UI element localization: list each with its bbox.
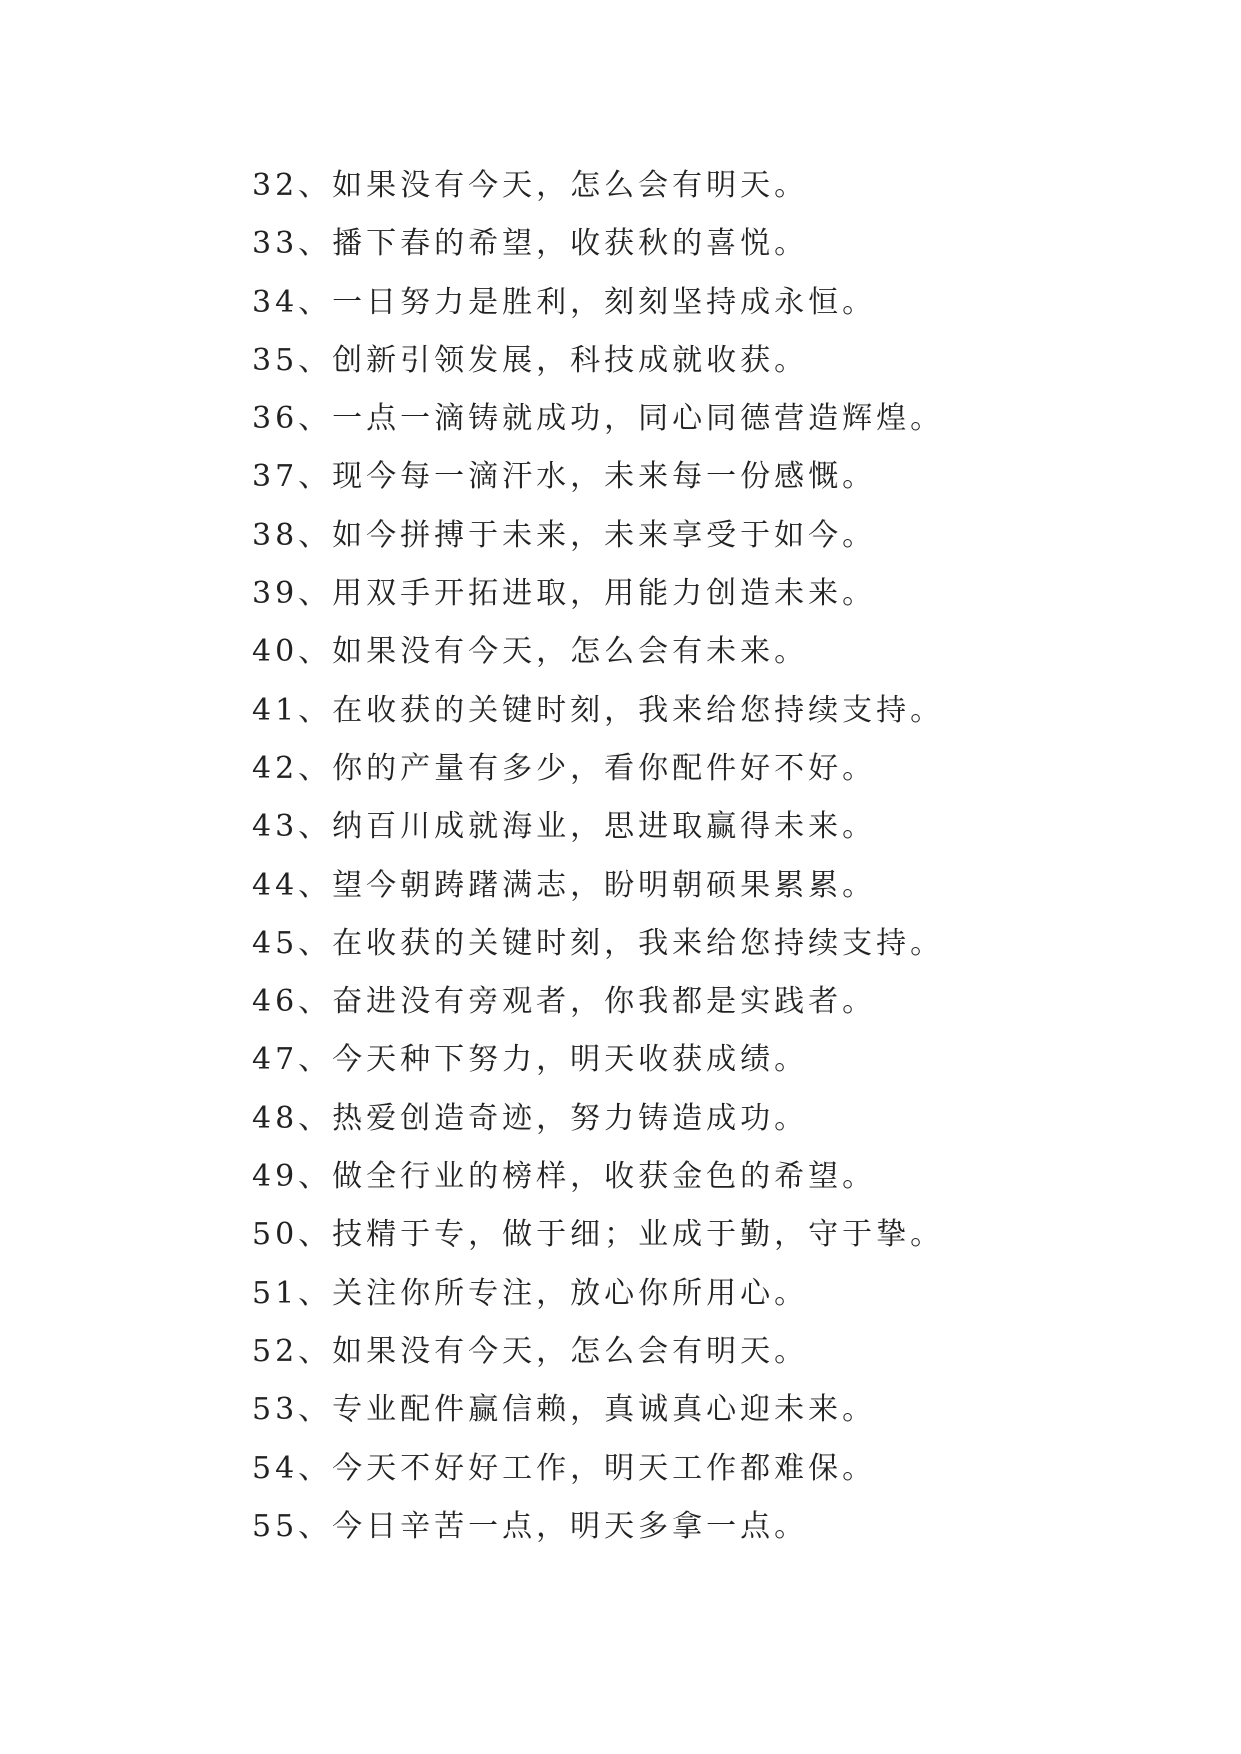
list-item [252,390,944,448]
slogan-text: 55、今日辛苦一点，明天多拿一点。 [252,1508,809,1544]
list-item [252,215,944,273]
slogan-text: 53、专业配件赢信赖，真诚真心迎未来。 [252,1392,877,1428]
list-item [252,1323,944,1381]
list-item [252,623,944,681]
list-item [252,798,944,856]
slogan-list [252,157,944,1556]
list-item [252,1381,944,1439]
list-item [252,857,944,915]
list-item [252,507,944,565]
slogan-text: 47、今天种下努力，明天收获成绩。 [252,1042,809,1078]
slogan-text: 54、今天不好好工作，明天工作都难保。 [252,1450,877,1486]
list-item [252,1440,944,1498]
list-item [252,448,944,506]
slogan-text: 50、技精于专，做于细；业成于勤，守于挚。 [252,1217,945,1253]
slogan-text: 42、你的产量有多少，看你配件好不好。 [252,750,877,786]
list-item [252,332,944,390]
slogan-text: 46、奋进没有旁观者，你我都是实践者。 [252,984,877,1020]
list-item [252,915,944,973]
slogan-text: 45、在收获的关键时刻，我来给您持续支持。 [252,925,945,961]
slogan-text: 44、望今朝踌躇满志，盼明朝硕果累累。 [252,867,877,903]
slogan-text: 35、创新引领发展，科技成就收获。 [252,342,809,378]
list-item [252,740,944,798]
list-item [252,973,944,1031]
slogan-text: 32、如果没有今天，怎么会有明天。 [252,168,809,203]
slogan-text: 52、如果没有今天，怎么会有明天。 [252,1333,809,1369]
list-item [252,682,944,740]
list-item [252,1265,944,1323]
list-item [252,1090,944,1148]
list-item [252,565,944,623]
list-item [252,157,944,215]
list-item [252,1031,944,1089]
slogan-text: 33、播下春的希望，收获秋的喜悦。 [252,226,809,262]
list-item [252,274,944,332]
slogan-text: 40、如果没有今天，怎么会有未来。 [252,634,809,670]
slogan-text: 38、如今拼搏于未来，未来享受于如今。 [252,517,877,553]
list-item [252,1148,944,1206]
slogan-text: 36、一点一滴铸就成功，同心同德营造辉煌。 [252,401,945,437]
slogan-text: 49、做全行业的榜样，收获金色的希望。 [252,1159,877,1195]
slogan-text: 39、用双手开拓进取，用能力创造未来。 [252,576,877,612]
slogan-text: 43、纳百川成就海业，思进取赢得未来。 [252,809,877,845]
slogan-text: 37、现今每一滴汗水，未来每一份感慨。 [252,459,877,495]
list-item [252,1498,944,1556]
list-item [252,1206,944,1264]
slogan-text: 51、关注你所专注，放心你所用心。 [252,1275,809,1311]
slogan-text: 48、热爱创造奇迹，努力铸造成功。 [252,1100,809,1136]
slogan-text: 34、一日努力是胜利，刻刻坚持成永恒。 [252,284,877,320]
slogan-text: 41、在收获的关键时刻，我来给您持续支持。 [252,692,945,728]
